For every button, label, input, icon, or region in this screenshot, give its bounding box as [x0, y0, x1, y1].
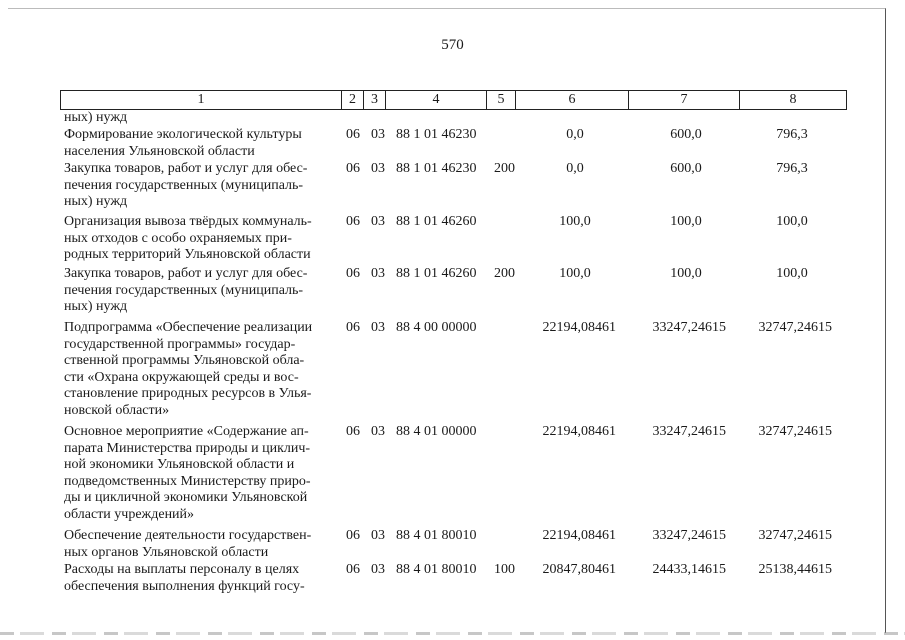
header-col-2: 2	[342, 91, 364, 110]
cell-c6: 0,0	[566, 161, 584, 176]
header-col-1: 1	[61, 91, 342, 110]
row-name-line: ных) нужд	[64, 194, 128, 209]
cell-c4: 88 4 01 80010	[396, 528, 477, 543]
header-col-8: 8	[740, 91, 847, 110]
cell-c6: 22194,08461	[542, 320, 616, 335]
cell-c7: 100,0	[670, 266, 702, 281]
row-name	[64, 161, 338, 211]
cell-c7: 33247,24615	[652, 320, 726, 335]
cell-c8: 100,0	[776, 214, 808, 229]
row-name-line: Формирование экологической культуры	[64, 127, 302, 142]
cell-c4: 88 1 01 46230	[396, 127, 477, 142]
row-name-line: ды и цикличной экономики Ульяновской	[64, 490, 308, 505]
row-name-line: ных органов Ульяновской области	[64, 544, 269, 560]
header-col-3: 3	[364, 91, 386, 110]
row-name-line: ных) нужд	[64, 299, 128, 314]
row-name-line: подведомственных Министерству приро-	[64, 473, 311, 489]
row-name	[64, 266, 338, 316]
row-name-line: Расходы на выплаты персоналу в целях	[64, 562, 300, 577]
cell-c2: 06	[346, 562, 360, 577]
cell-c2: 06	[346, 320, 360, 335]
cell-c7: 24433,14615	[652, 562, 726, 577]
row-name-line: области учреждений»	[64, 506, 195, 522]
cell-c5: 100	[494, 562, 515, 577]
cell-c8: 796,3	[776, 161, 808, 176]
cell-c7: 600,0	[670, 127, 702, 142]
cell-c3: 03	[371, 320, 385, 335]
cell-c3: 03	[371, 424, 385, 439]
row-name-line: Организация вывоза твёрдых коммуналь-	[64, 214, 312, 229]
cell-c8: 25138,44615	[758, 562, 832, 577]
cell-c4: 88 4 01 80010	[396, 562, 477, 577]
row-name-line: сти «Охрана окружающей среды и вос-	[64, 369, 299, 385]
cell-c6: 22194,08461	[542, 528, 616, 543]
row-name-line: обеспечения выполнения функций госу-	[64, 578, 305, 594]
cell-c5: 200	[494, 266, 515, 281]
cell-c4: 88 4 01 00000	[396, 424, 477, 439]
table-header	[60, 90, 847, 110]
cell-c2: 06	[346, 266, 360, 281]
header-col-6: 6	[516, 91, 629, 110]
cell-c3: 03	[371, 562, 385, 577]
row-name-line: ственной программы Ульяновской обла-	[64, 353, 305, 368]
header-col-5: 5	[487, 91, 516, 110]
cell-c3: 03	[371, 266, 385, 281]
page-number: 570	[441, 37, 464, 53]
row-name-line: становление природных ресурсов в Улья-	[64, 386, 312, 401]
row-name	[64, 424, 338, 523]
cell-c2: 06	[346, 161, 360, 176]
cell-c7: 100,0	[670, 214, 702, 229]
cell-c3: 03	[371, 127, 385, 142]
cell-c7: 600,0	[670, 161, 702, 176]
header-col-4: 4	[386, 91, 487, 110]
row-name-line: ной экономики Ульяновской области и	[64, 457, 295, 472]
cell-c7: 33247,24615	[652, 528, 726, 543]
cell-c8: 796,3	[776, 127, 808, 142]
row-name-line: Обеспечение деятельности государствен-	[64, 528, 312, 543]
cell-c8: 100,0	[776, 266, 808, 281]
row-name-line: государственной программы» государ-	[64, 336, 296, 352]
row-name-line: новской области»	[64, 402, 170, 418]
row-name	[64, 528, 338, 561]
cell-c2: 06	[346, 424, 360, 439]
cell-c8: 32747,24615	[758, 320, 832, 335]
cell-c2: 06	[346, 127, 360, 142]
row-name	[64, 562, 338, 595]
scan-noise	[0, 632, 905, 635]
row-name	[64, 214, 338, 264]
cell-c4: 88 4 00 00000	[396, 320, 477, 335]
cell-c3: 03	[371, 528, 385, 543]
cell-c8: 32747,24615	[758, 528, 832, 543]
row-name	[64, 127, 338, 160]
cell-c7: 33247,24615	[652, 424, 726, 439]
cell-c6: 100,0	[559, 214, 591, 229]
cell-c4: 88 1 01 46260	[396, 266, 477, 281]
row-name-line: Подпрограмма «Обеспечение реализации	[64, 320, 313, 335]
row-name-line: Закупка товаров, работ и услуг для обес-	[64, 161, 308, 176]
cell-c3: 03	[371, 161, 385, 176]
cell-c3: 03	[371, 214, 385, 229]
cell-c2: 06	[346, 528, 360, 543]
header-col-7: 7	[629, 91, 740, 110]
row-name-line: печения государственных (муниципаль-	[64, 282, 304, 298]
continuation-text: ных) нужд	[64, 110, 128, 125]
cell-c5: 200	[494, 161, 515, 176]
cell-c4: 88 1 01 46260	[396, 214, 477, 229]
cell-c8: 32747,24615	[758, 424, 832, 439]
row-name	[64, 320, 338, 419]
cell-c6: 20847,80461	[542, 562, 616, 577]
row-name-line: Закупка товаров, работ и услуг для обес-	[64, 266, 308, 281]
row-name-line: Основное мероприятие «Содержание ап-	[64, 424, 309, 439]
cell-c6: 100,0	[559, 266, 591, 281]
row-name-line: парата Министерства природы и циклич-	[64, 440, 311, 456]
row-name-line: печения государственных (муниципаль-	[64, 177, 304, 193]
row-name-line: ных отходов с особо охраняемых при-	[64, 230, 292, 246]
row-name-line: населения Ульяновской области	[64, 143, 255, 159]
cell-c4: 88 1 01 46230	[396, 161, 477, 176]
cell-c2: 06	[346, 214, 360, 229]
cell-c6: 22194,08461	[542, 424, 616, 439]
row-name-line: родных территорий Ульяновской области	[64, 247, 311, 262]
cell-c6: 0,0	[566, 127, 584, 142]
